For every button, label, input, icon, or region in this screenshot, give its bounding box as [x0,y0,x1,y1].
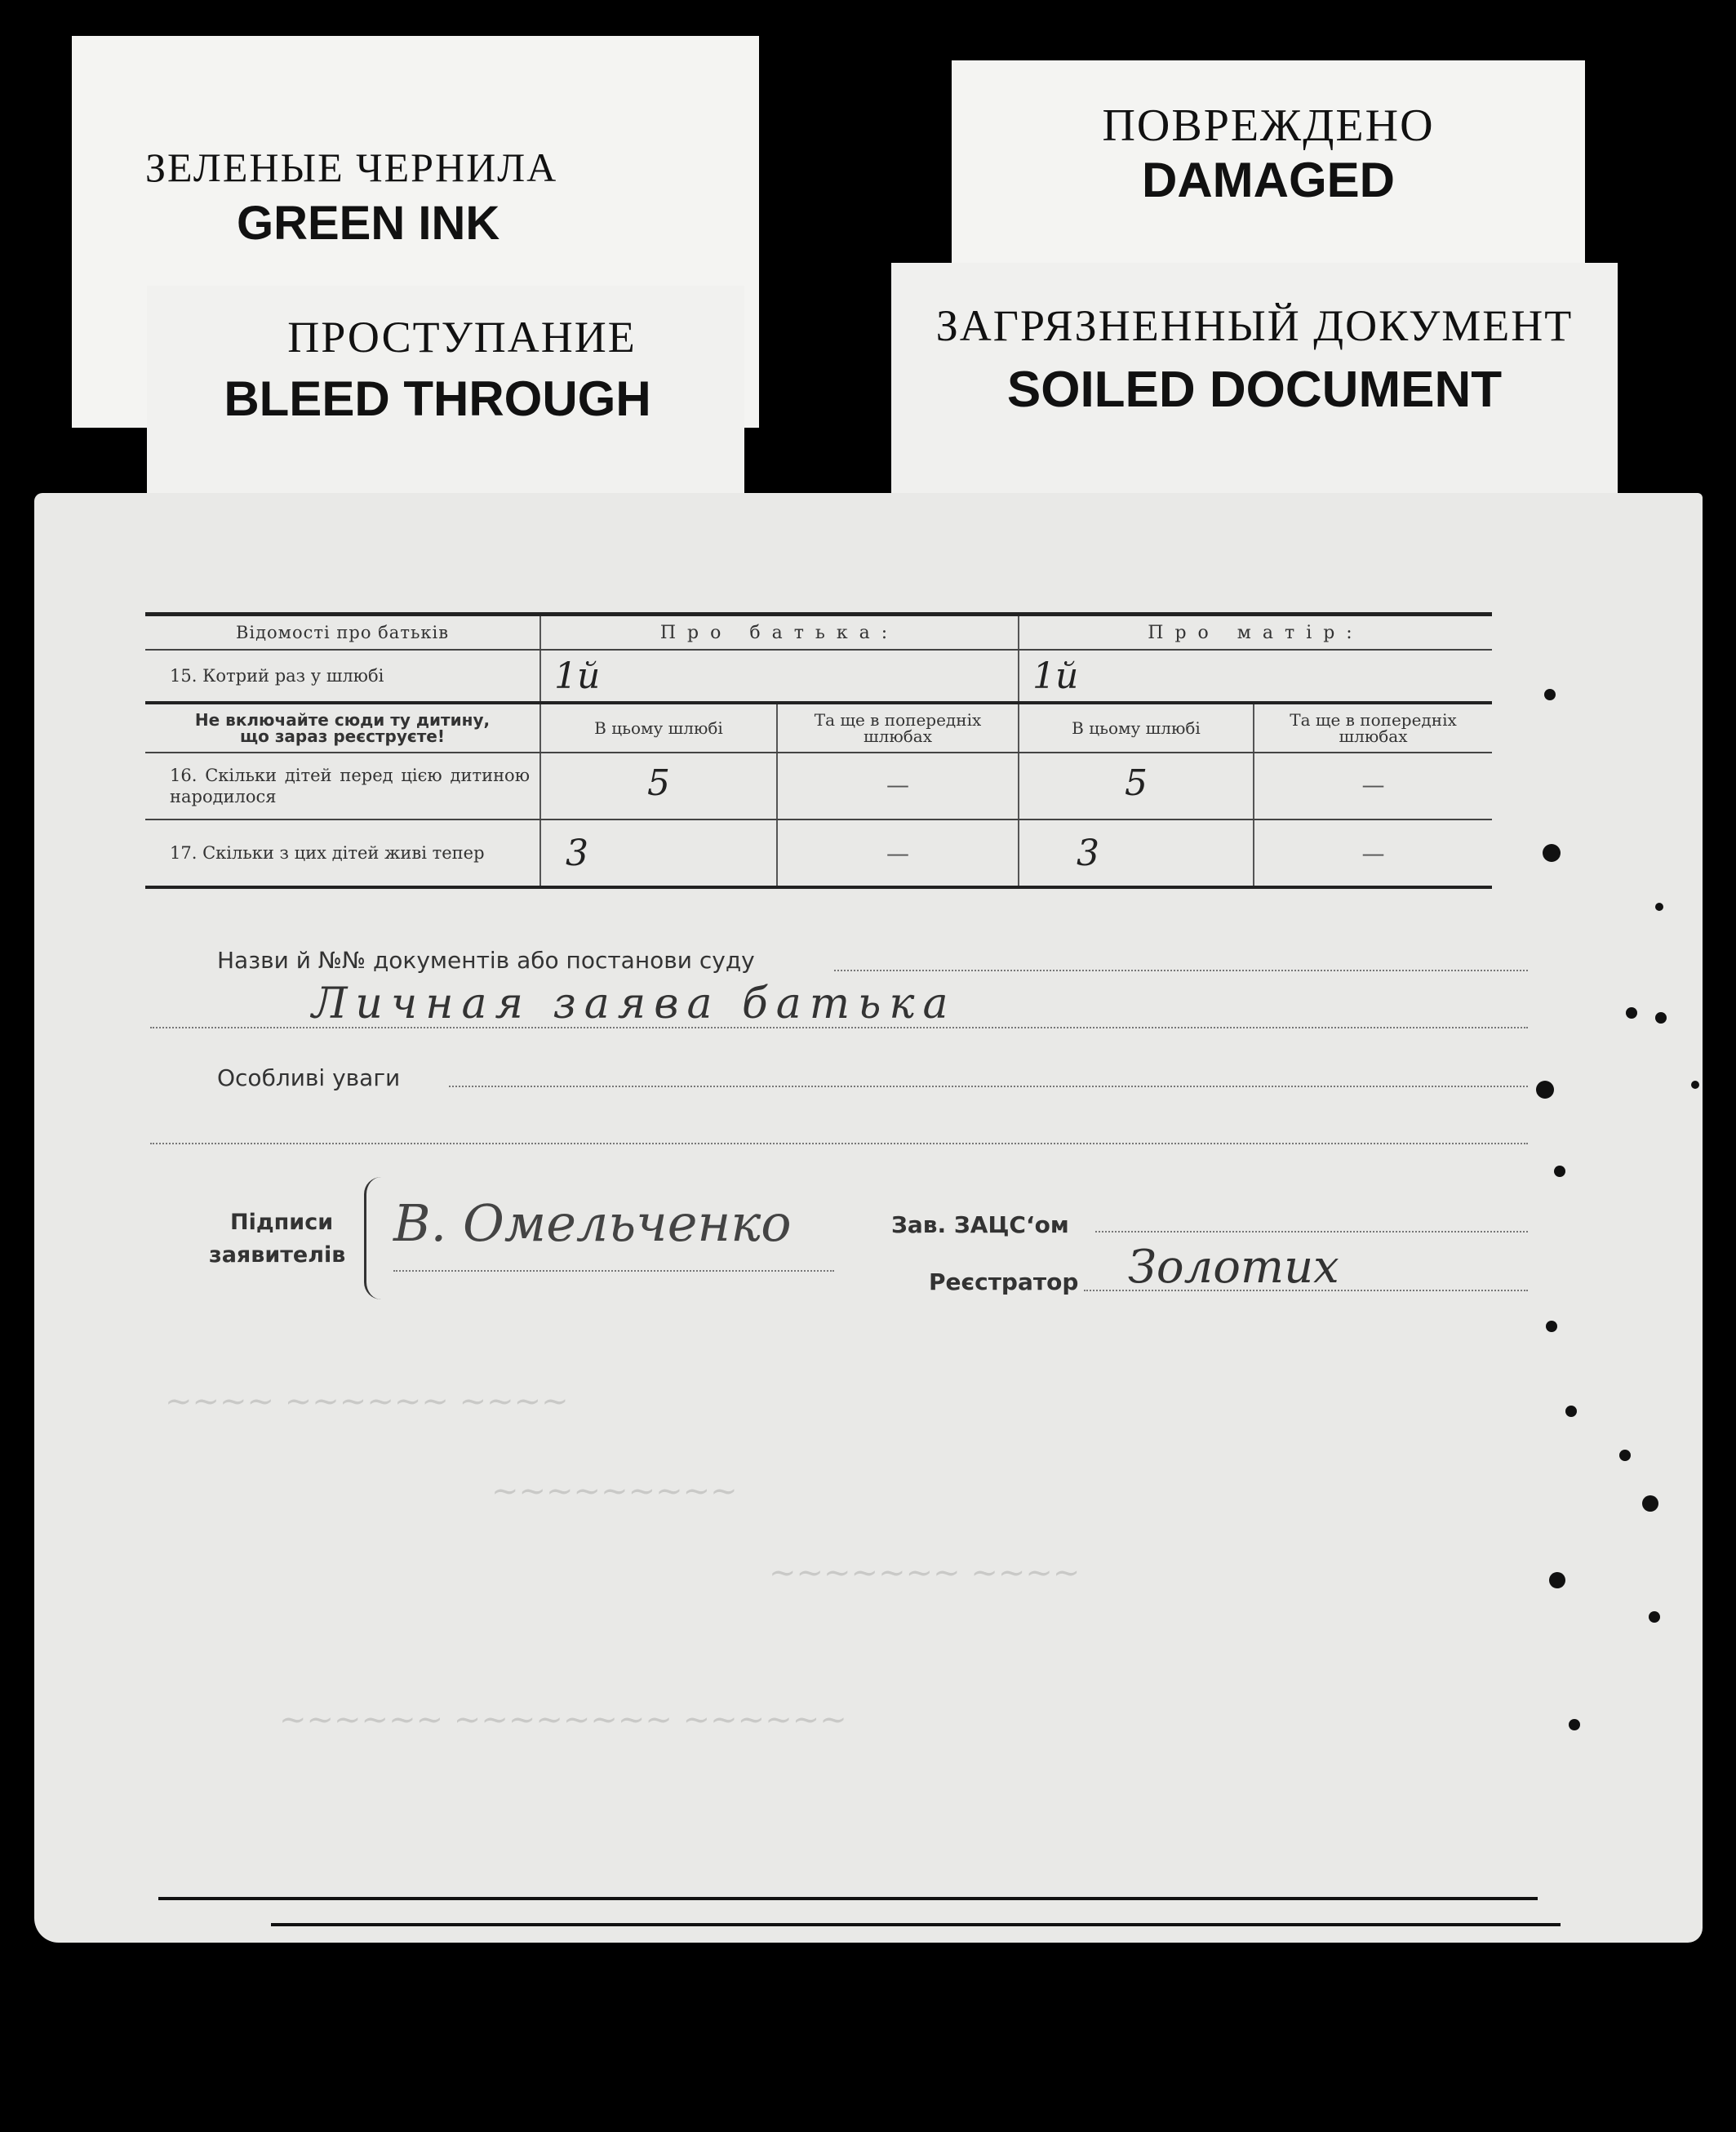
parents-info-table [145,612,1492,889]
green-ink-label-en: GREEN INK [237,197,500,250]
table-subheader-row [145,703,1492,753]
bottom-rule-2 [271,1923,1561,1926]
header-father: Про батька: [540,615,1019,651]
damaged-card [952,60,1585,266]
punch-hole [1626,1007,1637,1019]
signatures-label-line1: Підписи [230,1210,334,1235]
row17-label: 17. Скільки з цих дітей живі тепер [145,819,540,887]
punch-hole [1549,1572,1565,1588]
damaged-label-en: DAMAGED [1142,153,1395,207]
warning-line-1: Не включайте сюди ту дитину, [194,710,491,730]
bleed-through-mark: ~~~~~~~ ~~~~ [769,1554,1081,1592]
notes-dotted-line-2 [150,1143,1528,1144]
punch-hole [1536,1081,1554,1099]
subheader-father-prev: Та ще в попередніх шлюбах [777,703,1019,753]
row15-mother-value: 1й [1032,655,1079,697]
bottom-rule [158,1897,1538,1900]
documents-label: Назви й №№ документів або постанови суду [217,947,755,974]
row17-mother-prev: — [1361,839,1385,867]
punch-hole [1655,1012,1667,1024]
registrar-signature: Золотих [1128,1241,1339,1294]
warning-text [145,703,540,753]
row16-label: 16. Скільки дітей перед цією дитиною народилося [145,753,540,819]
head-dotted-line [1095,1231,1528,1233]
table-row [145,819,1492,887]
soiled-label-ru: ЗАГРЯЗНЕННЫЙ ДОКУМЕНТ [935,301,1574,350]
registrar-label: Реєстратор [929,1268,1079,1295]
registration-form-page [34,493,1703,1943]
row16-mother-this: 5 [1125,762,1148,804]
punch-hole [1619,1450,1631,1461]
soiled-document-card [891,263,1618,501]
punch-hole [1544,689,1556,700]
row15-father-value: 1й [554,655,601,697]
table-row [145,753,1492,819]
header-mother: Про матір: [1019,615,1492,651]
notes-dotted-line [449,1086,1528,1087]
row16-father-prev: — [886,771,909,798]
subheader-mother-this: В цьому шлюбі [1019,703,1254,753]
documents-dotted-line-2 [150,1027,1528,1028]
warning-line-2: що зараз реєструєте! [240,726,445,746]
header-parents-info: Відомості про батьків [145,615,540,651]
punch-hole [1691,1081,1699,1089]
row17-father-this: 3 [566,832,588,874]
punch-hole [1642,1495,1658,1512]
documents-value: Личная заява батька [312,979,957,1028]
punch-hole [1554,1166,1565,1177]
table-row [145,650,1492,703]
punch-hole [1565,1406,1577,1417]
punch-hole [1546,1321,1557,1332]
bleed-through-label-ru: ПРОСТУПАНИЕ [287,313,637,362]
subheader-mother-prev: Та ще в попередніх шлюбах [1254,703,1492,753]
head-of-registry-label: Зав. ЗАЦС‘ом [891,1211,1069,1238]
green-ink-label-ru: ЗЕЛЕНЫЕ ЧЕРНИЛА [145,144,558,190]
bleed-through-mark: ~~~~ ~~~~~~ ~~~~ [165,1383,569,1420]
table-header-row [145,615,1492,651]
applicant-signature-line [393,1270,834,1272]
notes-label: Особливі уваги [217,1064,401,1091]
soiled-label-en: SOILED DOCUMENT [1006,362,1503,418]
row17-father-prev: — [886,839,909,867]
documents-dotted-line [834,970,1528,971]
punch-hole [1655,903,1663,911]
punch-hole [1543,844,1561,862]
bleed-through-mark: ~~~~~~ ~~~~~~~~ ~~~~~~ [279,1701,847,1739]
signatures-label-line2: заявителів [209,1242,346,1268]
bleed-through-card [147,286,744,514]
row17-mother-this: 3 [1077,832,1099,874]
subheader-father-this: В цьому шлюбі [540,703,777,753]
signatures-brace [364,1177,381,1299]
row16-mother-prev: — [1361,771,1385,798]
row15-label: 15. Котрий раз у шлюбі [145,650,540,703]
applicant-signature: В. Омельченко [393,1193,792,1253]
damaged-label-ru: ПОВРЕЖДЕНО [1102,100,1435,151]
row16-father-this: 5 [647,762,670,804]
bleed-through-mark: ~~~~~~~~~ [491,1472,738,1510]
bleed-through-label-en: BLEED THROUGH [224,371,651,426]
punch-hole [1569,1719,1580,1730]
punch-hole [1649,1611,1660,1623]
